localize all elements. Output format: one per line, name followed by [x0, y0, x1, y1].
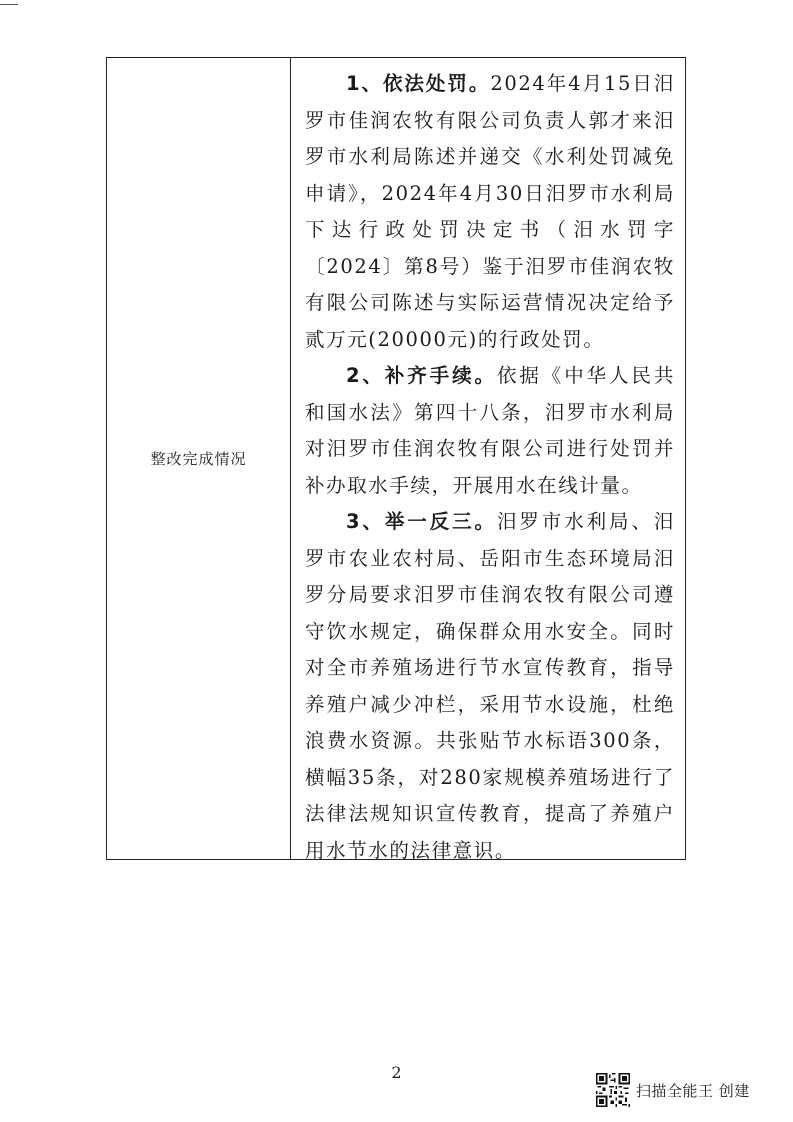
paragraph-heading: 2、补齐手续。: [345, 364, 497, 387]
brand-caption: 扫描全能王 创建: [636, 1081, 750, 1100]
page-number: 2: [391, 1063, 402, 1082]
row-label-cell: [107, 58, 291, 859]
row-label: 整改完成情况: [150, 450, 247, 468]
paragraph-procedures: [305, 358, 675, 504]
row-content-cell: [291, 58, 685, 862]
paragraph-extension: [305, 504, 675, 869]
paragraph-heading: 3、举一反三。: [345, 510, 497, 533]
qr-code-icon: [596, 1073, 630, 1107]
paragraph-body: 汨罗市水利局、汨罗市农业农村局、岳阳市生态环境局汨罗分局要求汨罗市佳润农牧有限公司遵守饮水规定，确保群众用水安全。同时对全市养殖场进行节水宣传教育，指导养殖户减少冲栏，采用节水设施，杜绝浪费水资源。共张贴节水标语300条，横幅35条，对280家规模养殖场进行了法律法规知识宣传教育，提高了养殖户用水节水的法律意识。: [305, 510, 675, 862]
paragraph-body: 依据《中华人民共和国水法》第四十八条，汨罗市水利局对汨罗市佳润农牧有限公司进行处罚并补办取水手续，开展用水在线计量。: [305, 364, 675, 497]
corner-crop-mark: [0, 0, 18, 5]
scanner-watermark: [596, 1073, 750, 1107]
rectification-table: [106, 57, 686, 860]
paragraph-penalty: [305, 66, 675, 358]
paragraph-body: 2024年4月15日汨罗市佳润农牧有限公司负责人郭才来汨罗市水利局陈述并递交《水利处罚减免申请》，2024年4月30日汨罗市水利局下达行政处罚决定书（汨水罚字〔2024〕第8号）鉴于汨罗市佳润农牧有限公司陈述与实际运营情况决定给予贰万元(20000元)的行政处罚。: [305, 72, 675, 351]
paragraph-heading: 1、依法处罚。: [345, 72, 491, 95]
